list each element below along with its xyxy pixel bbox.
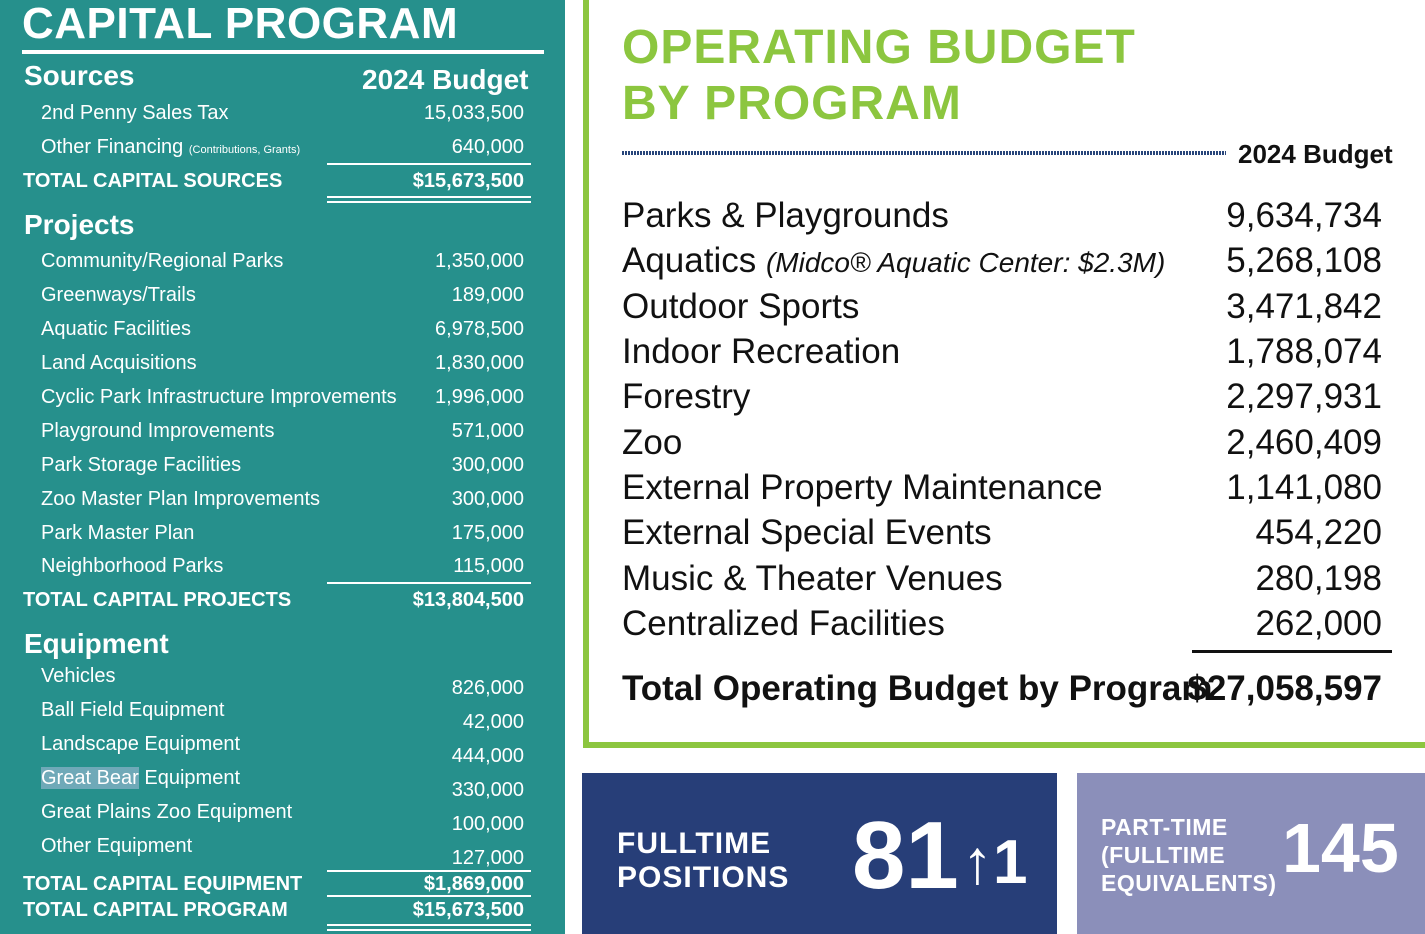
project-row: Park Master Plan 175,000 xyxy=(41,522,524,544)
parttime-label: PART-TIME (FULLTIME EQUIVALENTS) xyxy=(1101,814,1277,896)
double-rule-top xyxy=(327,196,531,198)
program-row: Zoo 2,460,409 xyxy=(622,423,1382,462)
title-divider xyxy=(22,50,544,54)
total-capital-projects-row xyxy=(0,587,565,613)
row-label: Other Financing (Contributions, Grants) xyxy=(41,136,301,158)
project-row: Greenways/Trails 189,000 xyxy=(41,284,524,306)
program-row: Outdoor Sports 3,471,842 xyxy=(622,287,1382,326)
row-label: 2nd Penny Sales Tax xyxy=(41,102,229,124)
fulltime-change-indicator: ↑1 xyxy=(962,828,1028,897)
fulltime-positions-box xyxy=(582,773,1057,934)
total-label: TOTAL CAPITAL SOURCES xyxy=(23,170,283,192)
project-row: Aquatic Facilities 6,978,500 xyxy=(41,318,524,340)
subtotal-rule xyxy=(327,163,531,165)
fulltime-count: 81 xyxy=(852,802,959,909)
capital-program-title: CAPITAL PROGRAM xyxy=(22,0,459,48)
equipment-row: Great Bear Equipment 330,000 xyxy=(41,767,524,801)
program-row: Parks & Playgrounds 9,634,734 xyxy=(622,196,1382,235)
program-row: Forestry 2,297,931 xyxy=(622,377,1382,416)
budget-column-header: 2024 Budget xyxy=(1238,139,1393,169)
program-row: Centralized Facilities 262,000 xyxy=(622,604,1382,643)
row-value: 15,033,500 xyxy=(423,102,524,124)
title-divider xyxy=(622,151,1226,155)
equipment-row: Ball Field Equipment 42,000 xyxy=(41,699,524,733)
project-row: Neighborhood Parks 115,000 xyxy=(41,555,524,577)
double-rule-bottom xyxy=(327,929,531,931)
program-row: External Property Maintenance 1,141,080 xyxy=(622,468,1382,507)
project-row: Park Storage Facilities 300,000 xyxy=(41,454,524,476)
parttime-count: 145 xyxy=(1282,809,1399,887)
total-label: TOTAL CAPITAL PROGRAM xyxy=(23,899,288,921)
parttime-positions-box xyxy=(1077,773,1425,934)
double-rule-top xyxy=(327,924,531,926)
total-label: Total Operating Budget by Program xyxy=(622,669,1213,708)
equipment-row: Vehicles 826,000 xyxy=(41,665,524,699)
project-row: Community/Regional Parks 1,350,000 xyxy=(41,250,524,272)
sources-row xyxy=(0,132,565,162)
sources-heading: Sources xyxy=(24,60,135,91)
total-operating-budget-row xyxy=(622,666,1382,712)
project-row: Land Acquisitions 1,830,000 xyxy=(41,352,524,374)
program-row: Indoor Recreation 1,788,074 xyxy=(622,332,1382,371)
operating-budget-title: OPERATING BUDGET BY PROGRAM xyxy=(622,21,1136,130)
total-capital-program-row xyxy=(0,897,565,923)
equipment-row: Other Equipment 127,000 xyxy=(41,835,524,869)
total-capital-equipment-row xyxy=(0,871,565,897)
sources-row xyxy=(0,98,565,128)
equipment-row: Landscape Equipment 444,000 xyxy=(41,733,524,767)
total-value: $1,869,000 xyxy=(423,873,524,895)
subtotal-rule xyxy=(327,582,531,584)
total-value: $27,058,597 xyxy=(1187,669,1382,708)
fulltime-label: FULLTIME POSITIONS xyxy=(617,827,790,894)
program-row: Aquatics (Midco® Aquatic Center: $2.3M) 5,268,108 xyxy=(622,241,1382,280)
total-capital-sources-row xyxy=(0,168,565,194)
total-value: $15,673,500 xyxy=(412,899,524,921)
row-value: 640,000 xyxy=(451,136,524,158)
total-label: TOTAL CAPITAL PROJECTS xyxy=(23,589,292,611)
equipment-row: Great Plains Zoo Equipment 100,000 xyxy=(41,801,524,835)
project-row: Cyclic Park Infrastructure Improvements 1,996,000 xyxy=(41,386,524,408)
capital-program-panel xyxy=(0,0,565,934)
project-row: Zoo Master Plan Improvements 300,000 xyxy=(41,488,524,510)
total-label: TOTAL CAPITAL EQUIPMENT xyxy=(23,873,303,895)
projects-heading: Projects xyxy=(24,209,135,240)
double-rule-bottom xyxy=(327,201,531,203)
program-row: Music & Theater Venues 280,198 xyxy=(622,559,1382,598)
total-rule xyxy=(1192,650,1392,653)
program-row: External Special Events 454,220 xyxy=(622,513,1382,552)
equipment-heading: Equipment xyxy=(24,628,169,659)
total-value: $15,673,500 xyxy=(412,170,524,192)
budget-column-header: 2024 Budget xyxy=(362,64,529,95)
total-value: $13,804,500 xyxy=(412,589,524,611)
highlighted-text: Great Bear xyxy=(41,767,139,789)
project-row: Playground Improvements 571,000 xyxy=(41,420,524,442)
